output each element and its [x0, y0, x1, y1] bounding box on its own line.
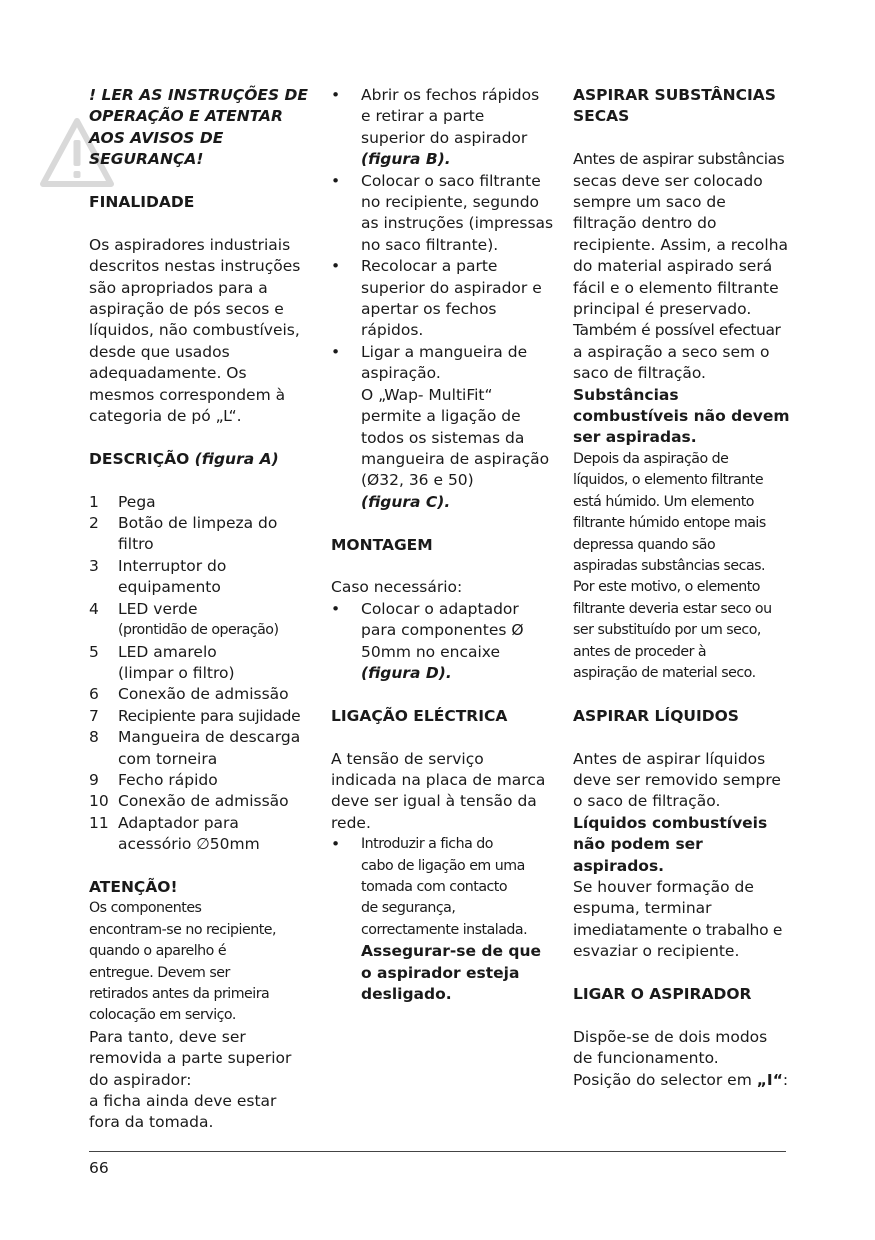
text-line: líquidos, o elemento filtrante — [573, 472, 764, 489]
item-text: de segurança, — [361, 900, 456, 917]
item-text: Mangueira de descarga — [118, 728, 301, 747]
item-text: superior do aspirador — [361, 128, 528, 147]
item-text: Abrir os fechos rápidos — [361, 86, 540, 104]
item-text: todos os sistemas da — [361, 428, 525, 447]
text-line: mesmos correspondem à — [89, 385, 286, 404]
list-item — [89, 684, 314, 705]
item-number: 6 — [89, 685, 99, 704]
section-heading-ligar: LIGAR O ASPIRADOR — [573, 985, 752, 1003]
bullet-icon: • — [331, 835, 341, 854]
text-line: saco de filtração. — [573, 364, 706, 383]
text-line: são apropriados para a — [89, 278, 268, 297]
list-item — [89, 727, 314, 770]
text-fragment: : — [782, 1070, 789, 1089]
list-item — [89, 556, 314, 599]
text-line: removida a parte superior — [89, 1049, 292, 1068]
item-text: (limpar o filtro) — [118, 663, 235, 682]
bullet-item — [331, 256, 561, 342]
item-text: LED amarelo — [118, 642, 217, 661]
item-number: 8 — [89, 728, 99, 747]
item-text-bold: o aspirador esteja — [361, 963, 520, 982]
item-text: apertar os fechos — [361, 300, 497, 319]
text-line: o saco de filtração. — [573, 792, 721, 811]
item-text: Adaptador para — [118, 813, 239, 832]
item-text: tomada com contacto — [361, 878, 508, 895]
text-line: rede. — [331, 813, 371, 832]
text-line: fora da tomada. — [89, 1113, 214, 1132]
secas-note — [573, 449, 795, 684]
bullet-icon: • — [331, 171, 341, 190]
section-heading-finalidade: FINALIDADE — [89, 193, 195, 212]
item-number: 2 — [89, 514, 99, 533]
item-text: LED verde — [118, 599, 198, 618]
item-text: Interruptor do — [118, 556, 227, 575]
item-text-bold: Assegurar-se de que — [361, 942, 542, 961]
bullet-icon: • — [331, 599, 341, 618]
item-text: Fecho rápido — [118, 770, 218, 789]
item-number: 10 — [89, 792, 109, 811]
text-line: antes de proceder à — [573, 643, 707, 660]
list-item — [89, 791, 314, 812]
ligar-paragraph — [573, 1027, 795, 1091]
list-item — [89, 706, 314, 727]
warning-line: SEGURANÇA! — [89, 150, 204, 169]
ligacao-paragraph — [331, 749, 561, 835]
list-item — [89, 492, 314, 513]
text-line: fácil e o elemento filtrante — [573, 278, 779, 297]
item-text: (prontidão de operação) — [118, 622, 279, 639]
list-item — [89, 642, 314, 685]
atencao-paragraph — [89, 898, 314, 1026]
item-text: cabo de ligação em uma — [361, 857, 525, 874]
text-fragment: Posição do selector em — [573, 1070, 757, 1089]
text-line: ser substituído por um seco, — [573, 622, 761, 639]
text-line: secas deve ser colocado — [573, 171, 763, 190]
text-line: depressa quando são — [573, 536, 716, 553]
text-line: do material aspirado será — [573, 257, 773, 276]
item-text: Recipiente para sujidade — [118, 706, 301, 725]
figure-reference: (figura C). — [361, 492, 451, 511]
text-line: recipiente. Assim, a recolha — [573, 235, 789, 254]
page-number: 66 — [89, 1159, 109, 1177]
figure-reference: (figura B). — [361, 150, 451, 169]
item-text: Colocar o adaptador — [361, 599, 519, 618]
item-text: equipamento — [118, 578, 221, 597]
item-text: no recipiente, segundo — [361, 193, 540, 212]
text-line-bold: combustíveis não devem — [573, 407, 790, 426]
list-item — [89, 513, 314, 556]
bullet-icon: • — [331, 86, 341, 104]
selector-position: „I“ — [756, 1070, 783, 1089]
item-text: aspiração. — [361, 364, 441, 383]
item-text: no saco filtrante). — [361, 235, 499, 254]
list-item — [89, 770, 314, 791]
list-item — [89, 599, 314, 642]
text-line: do aspirador: — [89, 1070, 192, 1089]
text-line: esvaziar o recipiente. — [573, 942, 740, 961]
liquidos-paragraph — [573, 749, 795, 963]
bullet-item — [331, 599, 561, 685]
text-line: imediatamente o trabalho e — [573, 920, 783, 939]
text-line: descritos nestas instruções — [89, 257, 301, 276]
section-heading-liquidos: ASPIRAR LÍQUIDOS — [573, 706, 739, 725]
text-line: principal é preservado. — [573, 300, 752, 319]
item-text: Conexão de admissão — [118, 685, 289, 704]
item-text: acessório ∅50mm — [118, 835, 260, 854]
text-line: Por este motivo, o elemento — [573, 579, 760, 596]
safety-warning — [89, 85, 314, 171]
text-line: Se houver formação de — [573, 877, 754, 896]
text-line: Antes de aspirar substâncias — [573, 150, 785, 169]
bullet-item — [331, 171, 561, 257]
text-line: Os aspiradores industriais — [89, 235, 291, 254]
text-line: filtração dentro do — [573, 214, 717, 233]
text-line: colocação em serviço. — [89, 1007, 236, 1024]
item-text: Pega — [118, 492, 156, 511]
item-text: Ligar a mangueira de — [361, 342, 528, 361]
item-text-bold: desligado. — [361, 985, 452, 1003]
bullet-item — [331, 85, 561, 171]
text-line: categoria de pó „L“. — [89, 407, 242, 426]
item-text: Introduzir a ficha do — [361, 836, 493, 853]
text-line: Depois da aspiração de — [573, 450, 729, 467]
item-number: 11 — [89, 813, 109, 832]
text-line: entregue. Devem ser — [89, 964, 230, 981]
item-text: O „Wap- MultiFit“ — [361, 385, 493, 404]
section-heading-descricao — [89, 449, 314, 470]
item-text: e retirar a parte — [361, 107, 485, 126]
text-line: A tensão de serviço — [331, 749, 484, 768]
item-text: Colocar o saco filtrante — [361, 171, 541, 190]
text-line-bold: aspirados. — [573, 856, 665, 875]
footer-divider — [89, 1151, 786, 1152]
bullet-icon: • — [331, 257, 341, 276]
item-text: Recolocar a parte — [361, 257, 498, 276]
bullet-icon: • — [331, 342, 341, 361]
text-line: espuma, terminar — [573, 899, 712, 918]
text-line: está húmido. Um elemento — [573, 493, 754, 510]
item-text: superior do aspirador e — [361, 278, 542, 297]
heading-line: ASPIRAR SUBSTÂNCIAS — [573, 86, 776, 104]
item-text: Conexão de admissão — [118, 792, 289, 811]
montagem-intro: Caso necessário: — [331, 578, 463, 597]
heading-line: SECAS — [573, 107, 630, 126]
text-line: aspiração de pós secos e — [89, 300, 284, 319]
text-line: filtrante deveria estar seco ou — [573, 600, 772, 617]
item-text: mangueira de aspiração — [361, 449, 550, 468]
figure-reference: (figura A) — [194, 449, 279, 468]
bullet-item — [331, 834, 561, 1005]
warning-line: ! LER AS INSTRUÇÕES DE — [89, 86, 308, 104]
warning-line: AOS AVISOS DE — [89, 128, 224, 147]
assembly-steps — [331, 85, 561, 513]
parts-list — [89, 492, 314, 856]
item-number: 3 — [89, 556, 99, 575]
item-text: filtro — [118, 535, 154, 554]
text-line: sempre um saco de — [573, 193, 726, 212]
text-line: líquidos, não combustíveis, — [89, 321, 300, 340]
item-number: 1 — [89, 492, 99, 511]
item-number: 7 — [89, 706, 99, 725]
finalidade-paragraph — [89, 235, 314, 428]
text-line: aspiração de material seco. — [573, 664, 756, 681]
text-line-bold: não podem ser — [573, 835, 703, 854]
secas-paragraph — [573, 149, 795, 449]
text-line: quando o aparelho é — [89, 943, 227, 960]
column-middle — [331, 85, 561, 1005]
text-line: filtrante húmido entope mais — [573, 515, 766, 532]
bullet-item — [331, 342, 561, 513]
text-line — [573, 1070, 795, 1091]
text-line-bold: Líquidos combustíveis — [573, 813, 768, 832]
text-line: Dispõe-se de dois modos — [573, 1027, 768, 1046]
text-line: encontram-se no recipiente, — [89, 921, 276, 938]
text-line: a aspiração a seco sem o — [573, 342, 770, 361]
text-line: retirados antes da primeira — [89, 985, 270, 1002]
item-text: (Ø32, 36 e 50) — [361, 471, 474, 490]
text-line-bold: ser aspiradas. — [573, 428, 697, 447]
warning-line: OPERAÇÃO E ATENTAR — [89, 107, 283, 126]
item-number: 4 — [89, 599, 99, 618]
section-heading-atencao: ATENÇÃO! — [89, 877, 178, 896]
item-text: Botão de limpeza do — [118, 514, 278, 533]
item-text: correctamente instalada. — [361, 921, 528, 938]
item-number: 9 — [89, 770, 99, 789]
section-heading-ligacao: LIGAÇÃO ELÉCTRICA — [331, 706, 508, 725]
section-heading-montagem: MONTAGEM — [331, 535, 433, 554]
item-text: com torneira — [118, 749, 218, 768]
column-right — [573, 85, 795, 1091]
text-line: indicada na placa de marca — [331, 770, 546, 789]
text-line: a ficha ainda deve estar — [89, 1092, 277, 1111]
atencao-paragraph-continued — [89, 1027, 314, 1134]
text-line: Também é possível efectuar — [573, 321, 781, 340]
text-line-bold: Substâncias — [573, 385, 679, 404]
text-line: deve ser removido sempre — [573, 770, 781, 789]
heading-text: DESCRIÇÃO — [89, 449, 190, 468]
item-text: permite a ligação de — [361, 407, 521, 426]
text-line: Os componentes — [89, 900, 202, 917]
figure-reference: (figura D). — [361, 663, 452, 682]
text-line: de funcionamento. — [573, 1049, 719, 1068]
text-line: aspiradas substâncias secas. — [573, 557, 766, 574]
text-line: deve ser igual à tensão da — [331, 792, 537, 811]
text-line: adequadamente. Os — [89, 364, 247, 383]
text-line: Antes de aspirar líquidos — [573, 749, 766, 768]
item-text: para componentes Ø — [361, 621, 524, 640]
text-line: Para tanto, deve ser — [89, 1027, 246, 1046]
item-text: rápidos. — [361, 321, 424, 340]
list-item — [89, 813, 314, 856]
item-number: 5 — [89, 642, 99, 661]
item-text: as instruções (impressas — [361, 214, 554, 233]
item-text: 50mm no encaixe — [361, 642, 501, 661]
column-left — [89, 85, 314, 1134]
section-heading-secas — [573, 85, 795, 128]
text-line: desde que usados — [89, 342, 230, 361]
